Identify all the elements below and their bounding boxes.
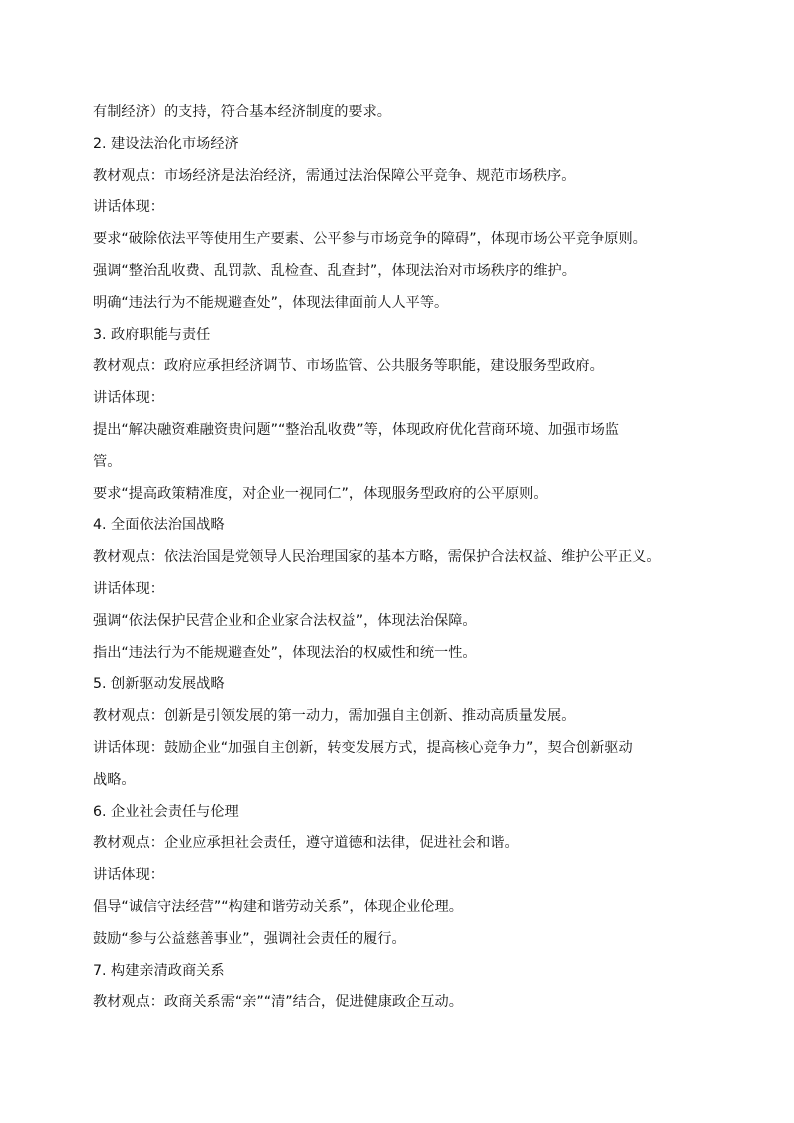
text-line: 讲话体现： xyxy=(93,867,164,884)
section-heading: 7. 构建亲清政商关系 xyxy=(93,962,225,979)
text-line: 教材观点：创新是引领发展的第一动力，需加强自主创新、推动高质量发展。 xyxy=(93,708,576,725)
text-line: 教材观点：依法治国是党领导人民治理国家的基本方略，需保护合法权益、维护公平正义。 xyxy=(93,549,661,566)
text-line: 教材观点：市场经济是法治经济，需通过法治保障公平竞争、规范市场秩序。 xyxy=(93,167,576,184)
text-line: 提出“解决融资难融资贵问题”“整治乱收费”等，体现政府优化营商环境、加强市场监 xyxy=(93,421,619,438)
text-line: 倡导“诚信守法经营”“构建和谐劳动关系”，体现企业伦理。 xyxy=(93,898,463,915)
text-line: 要求“破除依法平等使用生产要素、公平参与市场竞争的障碍”，体现市场公平竞争原则。 xyxy=(93,231,647,248)
text-line: 要求“提高政策精准度，对企业一视同仁”，体现服务型政府的公平原则。 xyxy=(93,485,548,502)
section-heading: 3. 政府职能与责任 xyxy=(93,326,211,343)
section-heading: 4. 全面依法治国战略 xyxy=(93,517,225,534)
text-line: 强调“整治乱收费、乱罚款、乱检查、乱查封”，体现法治对市场秩序的维护。 xyxy=(93,262,576,279)
text-line: 有制经济）的支持，符合基本经济制度的要求。 xyxy=(93,104,391,120)
text-line: 指出“违法行为不能规避查处”，体现法治的权威性和统一性。 xyxy=(93,644,477,661)
text-line: 鼓励“参与公益慈善事业”，强调社会责任的履行。 xyxy=(93,930,406,947)
section-heading: 2. 建设法治化市场经济 xyxy=(93,135,239,152)
text-line: 明确“违法行为不能规避查处”，体现法律面前人人平等。 xyxy=(93,294,449,311)
text-line: 强调“依法保护民营企业和企业家合法权益”，体现法治保障。 xyxy=(93,612,477,629)
section-heading: 5. 创新驱动发展战略 xyxy=(93,676,225,693)
text-line: 讲话体现：鼓励企业“加强自主创新，转变发展方式，提高核心竞争力”，契合创新驱动 xyxy=(93,739,633,756)
text-line: 战略。 xyxy=(93,771,136,788)
text-line: 讲话体现： xyxy=(93,199,164,216)
text-line: 管。 xyxy=(93,453,122,470)
text-line: 讲话体现： xyxy=(93,580,164,597)
text-line: 讲话体现： xyxy=(93,390,164,407)
text-line: 教材观点：政商关系需“亲”“清”结合，促进健康政企互动。 xyxy=(93,994,463,1011)
document-page xyxy=(93,97,733,1019)
section-heading: 6. 企业社会责任与伦理 xyxy=(93,803,239,820)
text-line: 教材观点：政府应承担经济调节、市场监管、公共服务等职能，建设服务型政府。 xyxy=(93,358,604,375)
text-line: 教材观点：企业应承担社会责任，遵守道德和法律，促进社会和谐。 xyxy=(93,835,519,852)
